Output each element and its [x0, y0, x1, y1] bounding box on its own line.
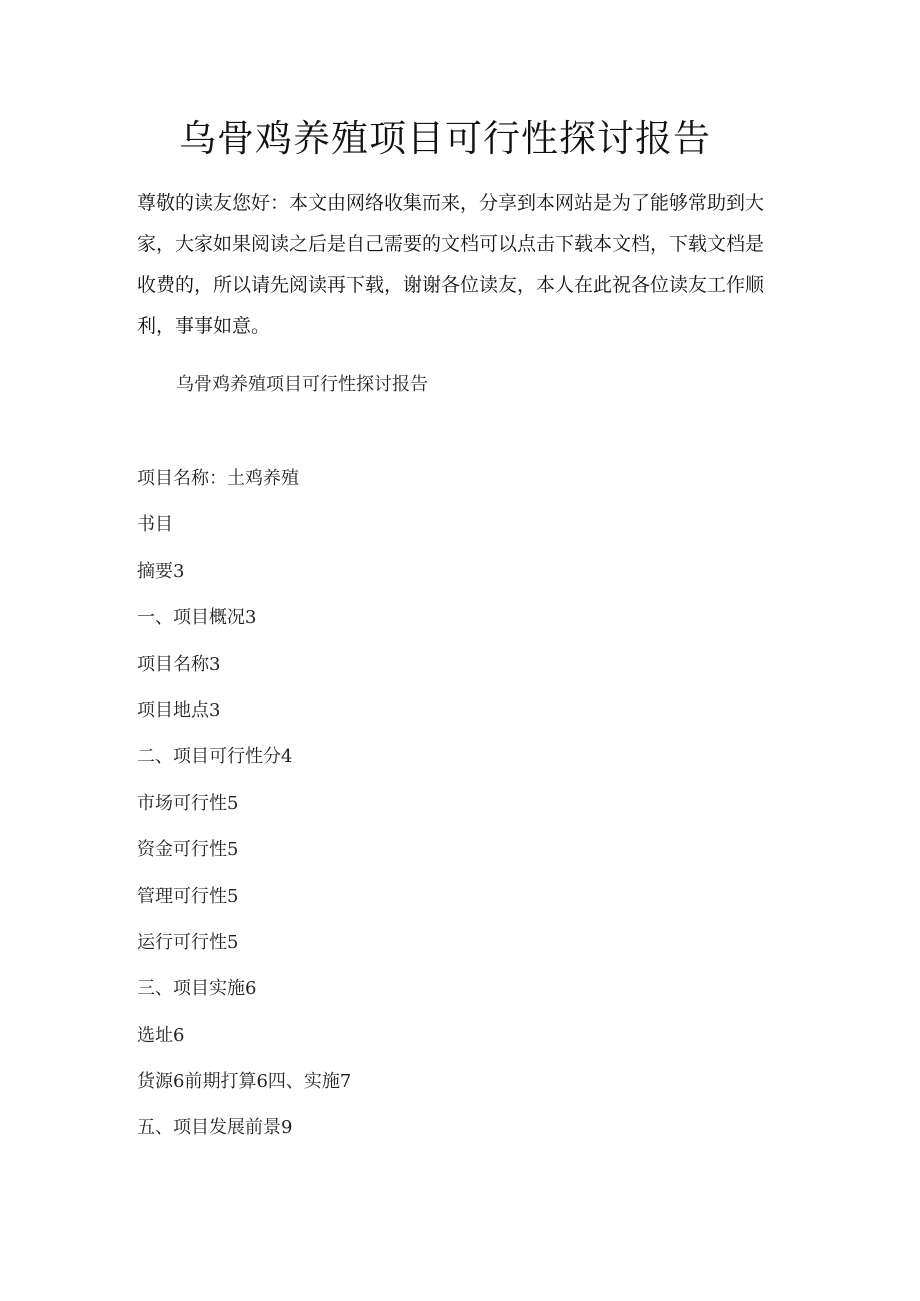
toc-item: 三、项目实施6 [137, 978, 257, 1000]
toc-item: 二、项目可行性分4 [137, 746, 293, 768]
toc-item: 项目名称：土鸡养殖 [137, 468, 299, 489]
toc-item: 书目 [137, 514, 173, 536]
toc-item: 五、项目发展前景9 [137, 1117, 293, 1139]
intro-paragraph: 尊敬的读友您好：本文由网络收集而来，分享到本网站是为了能够常助到大家，大家如果阅读之后是自己需要的文档可以点击下载本文档，下载文档是收费的，所以请先阅读再下载，谢谢各位读友，本人在此祝各位读友工作顺利，事事如意。 [137, 192, 765, 337]
toc-item: 项目地点3 [137, 699, 221, 721]
toc-item: 资金可行性5 [137, 839, 239, 861]
toc-item: 摘要3 [137, 560, 185, 582]
toc-item: 货源6前期打算6四、实施7 [137, 1071, 352, 1093]
document-title: 乌骨鸡养殖项目可行性探讨报告 [179, 117, 711, 160]
toc-item: 管理可行性5 [137, 885, 239, 907]
toc-item: 项目名称3 [137, 653, 221, 675]
document-subtitle: 乌骨鸡养殖项目可行性探讨报告 [176, 374, 428, 395]
toc-item: 运行可行性5 [137, 931, 239, 953]
table-of-contents [137, 466, 777, 1162]
toc-item: 选址6 [137, 1024, 185, 1046]
toc-item: 市场可行性5 [137, 792, 239, 814]
toc-item: 一、项目概况3 [137, 607, 257, 629]
